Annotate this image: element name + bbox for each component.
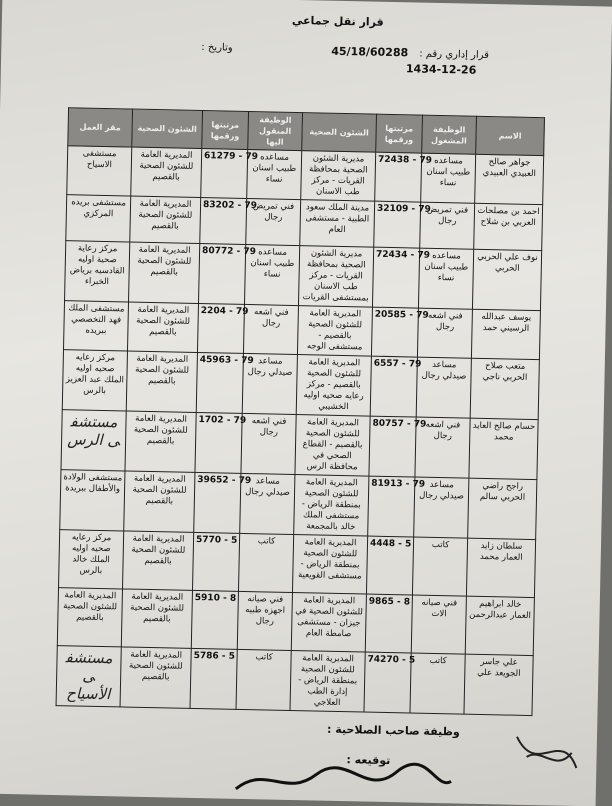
- current-health-affairs: مديرية الشئون الصحية بمحافظة القريات - مركز طب الاسنان: [301, 151, 376, 202]
- new-position: مساعده طبيب اسنان نساء: [244, 244, 299, 305]
- new-position: فني صيانه اجهزه طبيه رجال: [237, 591, 292, 650]
- new-health-affairs: المديرية العامة للشئون الصحية بالقصيم: [131, 147, 202, 197]
- current-position: فني اشعه رجال: [415, 417, 470, 478]
- employee-name: حسام صالح العايد محمد: [469, 418, 538, 479]
- new-grade: 83202 - 79: [200, 198, 247, 245]
- column-header: الشئون الصحية: [302, 113, 377, 153]
- current-position: مساعده طبيب اسنان نساء: [421, 153, 476, 203]
- current-grade: 32109 - 79: [374, 201, 421, 248]
- current-health-affairs: المديرية العامة للشئون الصحية بمنطقة الرياض - مستشفى القويعية: [292, 535, 367, 595]
- table-row: [57, 588, 534, 656]
- new-grade: 1702 - 79: [195, 412, 242, 473]
- new-position: كاتب: [238, 533, 293, 592]
- new-grade: 5770 - 5: [192, 532, 239, 591]
- decision-date: 1434-12-26: [405, 62, 477, 77]
- column-header: مقر العمل: [68, 108, 133, 147]
- column-header: مرتبتها ورقمها: [376, 114, 423, 153]
- employee-name: احمد بن مصلحات العربي بن شلاح: [474, 203, 543, 250]
- current-grade: 9865 - 8: [365, 594, 412, 653]
- current-position: فني تمريض رجال: [420, 202, 475, 249]
- new-health-affairs: المديرية العامة للشئون الصحية بالقصيم: [124, 471, 195, 532]
- new-position: فني تمريض رجال: [246, 198, 301, 245]
- workplace: مستشفى الولادة والأطفال ببريدة: [60, 470, 125, 531]
- current-grade: 6557 - 79: [370, 356, 417, 417]
- signature-label: توقيعه :: [346, 753, 391, 768]
- current-position: مساعده طبيب اسنان نساء: [418, 248, 473, 309]
- decision-number-label: قرار إداري رقم :: [419, 48, 490, 62]
- new-position: مساعد صيدلي رجال: [240, 473, 295, 534]
- column-header: الوظيفة المشغول: [422, 115, 477, 154]
- corner-handwriting: [506, 717, 587, 789]
- current-health-affairs: مدينة الملك سعود الطبية - مستشفى العام: [300, 200, 375, 248]
- date-label: وتاريخ :: [201, 41, 233, 54]
- employee-name: علي جاسر الجويعد علي: [464, 654, 533, 715]
- new-health-affairs: المديرية العامة للشئون الصحية بالقصيم: [125, 411, 196, 472]
- workplace: مركز رعايه صحيه اوليه الملك خالد بالرس: [59, 530, 124, 589]
- workplace: مركز رعاية صحية اوليه القادسيه برياض الخبراء: [65, 241, 130, 302]
- workplace: مستشفى بريده المركزي: [66, 195, 131, 242]
- new-position: فني اشعه رجال: [243, 304, 298, 354]
- transfer-table: [56, 107, 545, 716]
- new-grade: 39652 - 79: [194, 472, 241, 533]
- workplace-handwritten: مستشفى الأسياح: [65, 648, 113, 704]
- new-position: فني اشعه رجال: [241, 413, 296, 474]
- current-position: مساعد صيدلي رجال: [416, 357, 471, 418]
- column-header: الشئون الصحية: [132, 109, 203, 148]
- new-health-affairs: المديرية العامة للشئون الصحية بالقصيم: [120, 647, 191, 708]
- table-row: [61, 410, 538, 480]
- current-health-affairs: المديرية العامة للشئون الصحية بالقصيم - مستشفى الوجه: [297, 306, 372, 357]
- current-health-affairs: المديرية العامة للشئون الصحية في جيزان - مستشفى صامطة العام: [291, 593, 366, 653]
- employee-name: سلطان زايد العمار محمد: [466, 538, 535, 597]
- authority-label: وظيفة صاحب الصلاحية :: [326, 722, 460, 739]
- signature-scribble: [226, 759, 457, 804]
- workplace-handwritten: مستشفى الرس: [67, 412, 121, 450]
- new-grade: 5786 - 5: [190, 648, 237, 709]
- current-position: كاتب: [412, 537, 467, 596]
- workplace: مستشفى الاسياح: [67, 146, 132, 196]
- current-health-affairs: المديرية العامة للشئون الصحية بالقصيم - مركز رعايه صحيه اوليه الخشيبي: [296, 355, 371, 417]
- new-position: مساعد صيدلي رجال: [242, 353, 297, 414]
- workplace: [61, 410, 126, 471]
- table-row: [56, 646, 533, 716]
- current-grade: 74270 - 5: [364, 652, 411, 713]
- new-grade: 61279 - 79: [201, 149, 248, 199]
- current-grade: 4448 - 5: [366, 536, 413, 595]
- new-health-affairs: المديرية العامة للشئون الصحية بالقصيم: [126, 351, 197, 412]
- table-row: [65, 241, 542, 311]
- workplace: مركز رعايه صحيه اوليه الملك عبد العزيز بالرس: [62, 350, 127, 411]
- employee-name: نوف علي الحربي الحربي: [472, 249, 541, 310]
- current-position: فني صيانه الات: [411, 595, 466, 654]
- new-grade: 80772 - 79: [199, 243, 246, 304]
- new-grade: 45963 - 79: [196, 352, 243, 413]
- employee-name: جواهر صالح العبيدي العبيدي: [475, 154, 544, 204]
- new-health-affairs: المديرية العامة للشئون الصحية بالقصيم: [130, 196, 201, 243]
- employee-name: راجح راضي الحربي سالم: [468, 478, 537, 539]
- new-grade: 5910 - 8: [191, 590, 238, 649]
- workplace: المديرية العامة للشئون الصحية بالقصيم: [57, 588, 122, 647]
- current-position: كاتب: [410, 653, 465, 714]
- decision-number: 45/18/60288: [331, 44, 409, 60]
- new-health-affairs: المديرية العامة للشئون الصحية بالقصيم: [129, 242, 200, 303]
- current-health-affairs: المديرية العامة للشئون الصحية بالقصيم - القطاع الصحي في محافظة الرس: [295, 415, 370, 477]
- column-header: الوظيفة المنقول اليها: [248, 111, 303, 150]
- current-health-affairs: مديرية الشئون الصحية بمحافظة القريات - مركز طب الاسنان بمستشفى القريات: [298, 246, 373, 308]
- new-position: مساعده طبيب اسنان نساء: [247, 149, 302, 199]
- current-position: فني اشعه رجال: [417, 308, 472, 358]
- document-title: قرار نقل جماعي: [291, 13, 384, 29]
- workplace: [56, 646, 121, 707]
- table-row: [59, 530, 536, 598]
- current-grade: 72434 - 79: [372, 247, 419, 308]
- column-header: الاسم: [476, 116, 545, 155]
- current-grade: 72438 - 79: [375, 152, 422, 202]
- current-grade: 20585 - 79: [371, 307, 418, 357]
- table-row: [62, 350, 539, 420]
- employee-name: خالد ابراهيم العمار عبدالرحمن: [465, 596, 534, 655]
- workplace: مستشفى الملك فهد التخصصي ببريده: [64, 301, 129, 351]
- current-health-affairs: المديرية العامة للشئون الصحية بمنطقة الرياض - إدارة الطب العلاجي: [290, 650, 365, 712]
- column-header: مرتبتها ورقمها: [202, 111, 249, 150]
- new-health-affairs: المديرية العامة للشئون الصحية بالقصيم: [127, 302, 198, 352]
- new-health-affairs: المديرية العامة للشئون الصحية بالقصيم: [123, 531, 194, 590]
- current-health-affairs: المديرية العامة للشئون الصحية بمنطقة الرياض - مستشفى الملك خالد بالمجمعة: [294, 475, 369, 537]
- new-health-affairs: المديرية العامة للشئون الصحية بالقصيم: [121, 589, 192, 648]
- employee-name: يوسف عبدالله الرسيني حمد: [471, 309, 540, 359]
- new-position: كاتب: [236, 649, 291, 710]
- table-row: [60, 470, 537, 540]
- current-position: مساعد صيدلي رجال: [414, 477, 469, 538]
- current-grade: 81913 - 79: [368, 476, 415, 537]
- current-grade: 80757 - 79: [369, 416, 416, 477]
- new-grade: 2204 - 79: [197, 303, 244, 353]
- employee-name: متعب صلاح الحربي ناجي: [470, 358, 539, 419]
